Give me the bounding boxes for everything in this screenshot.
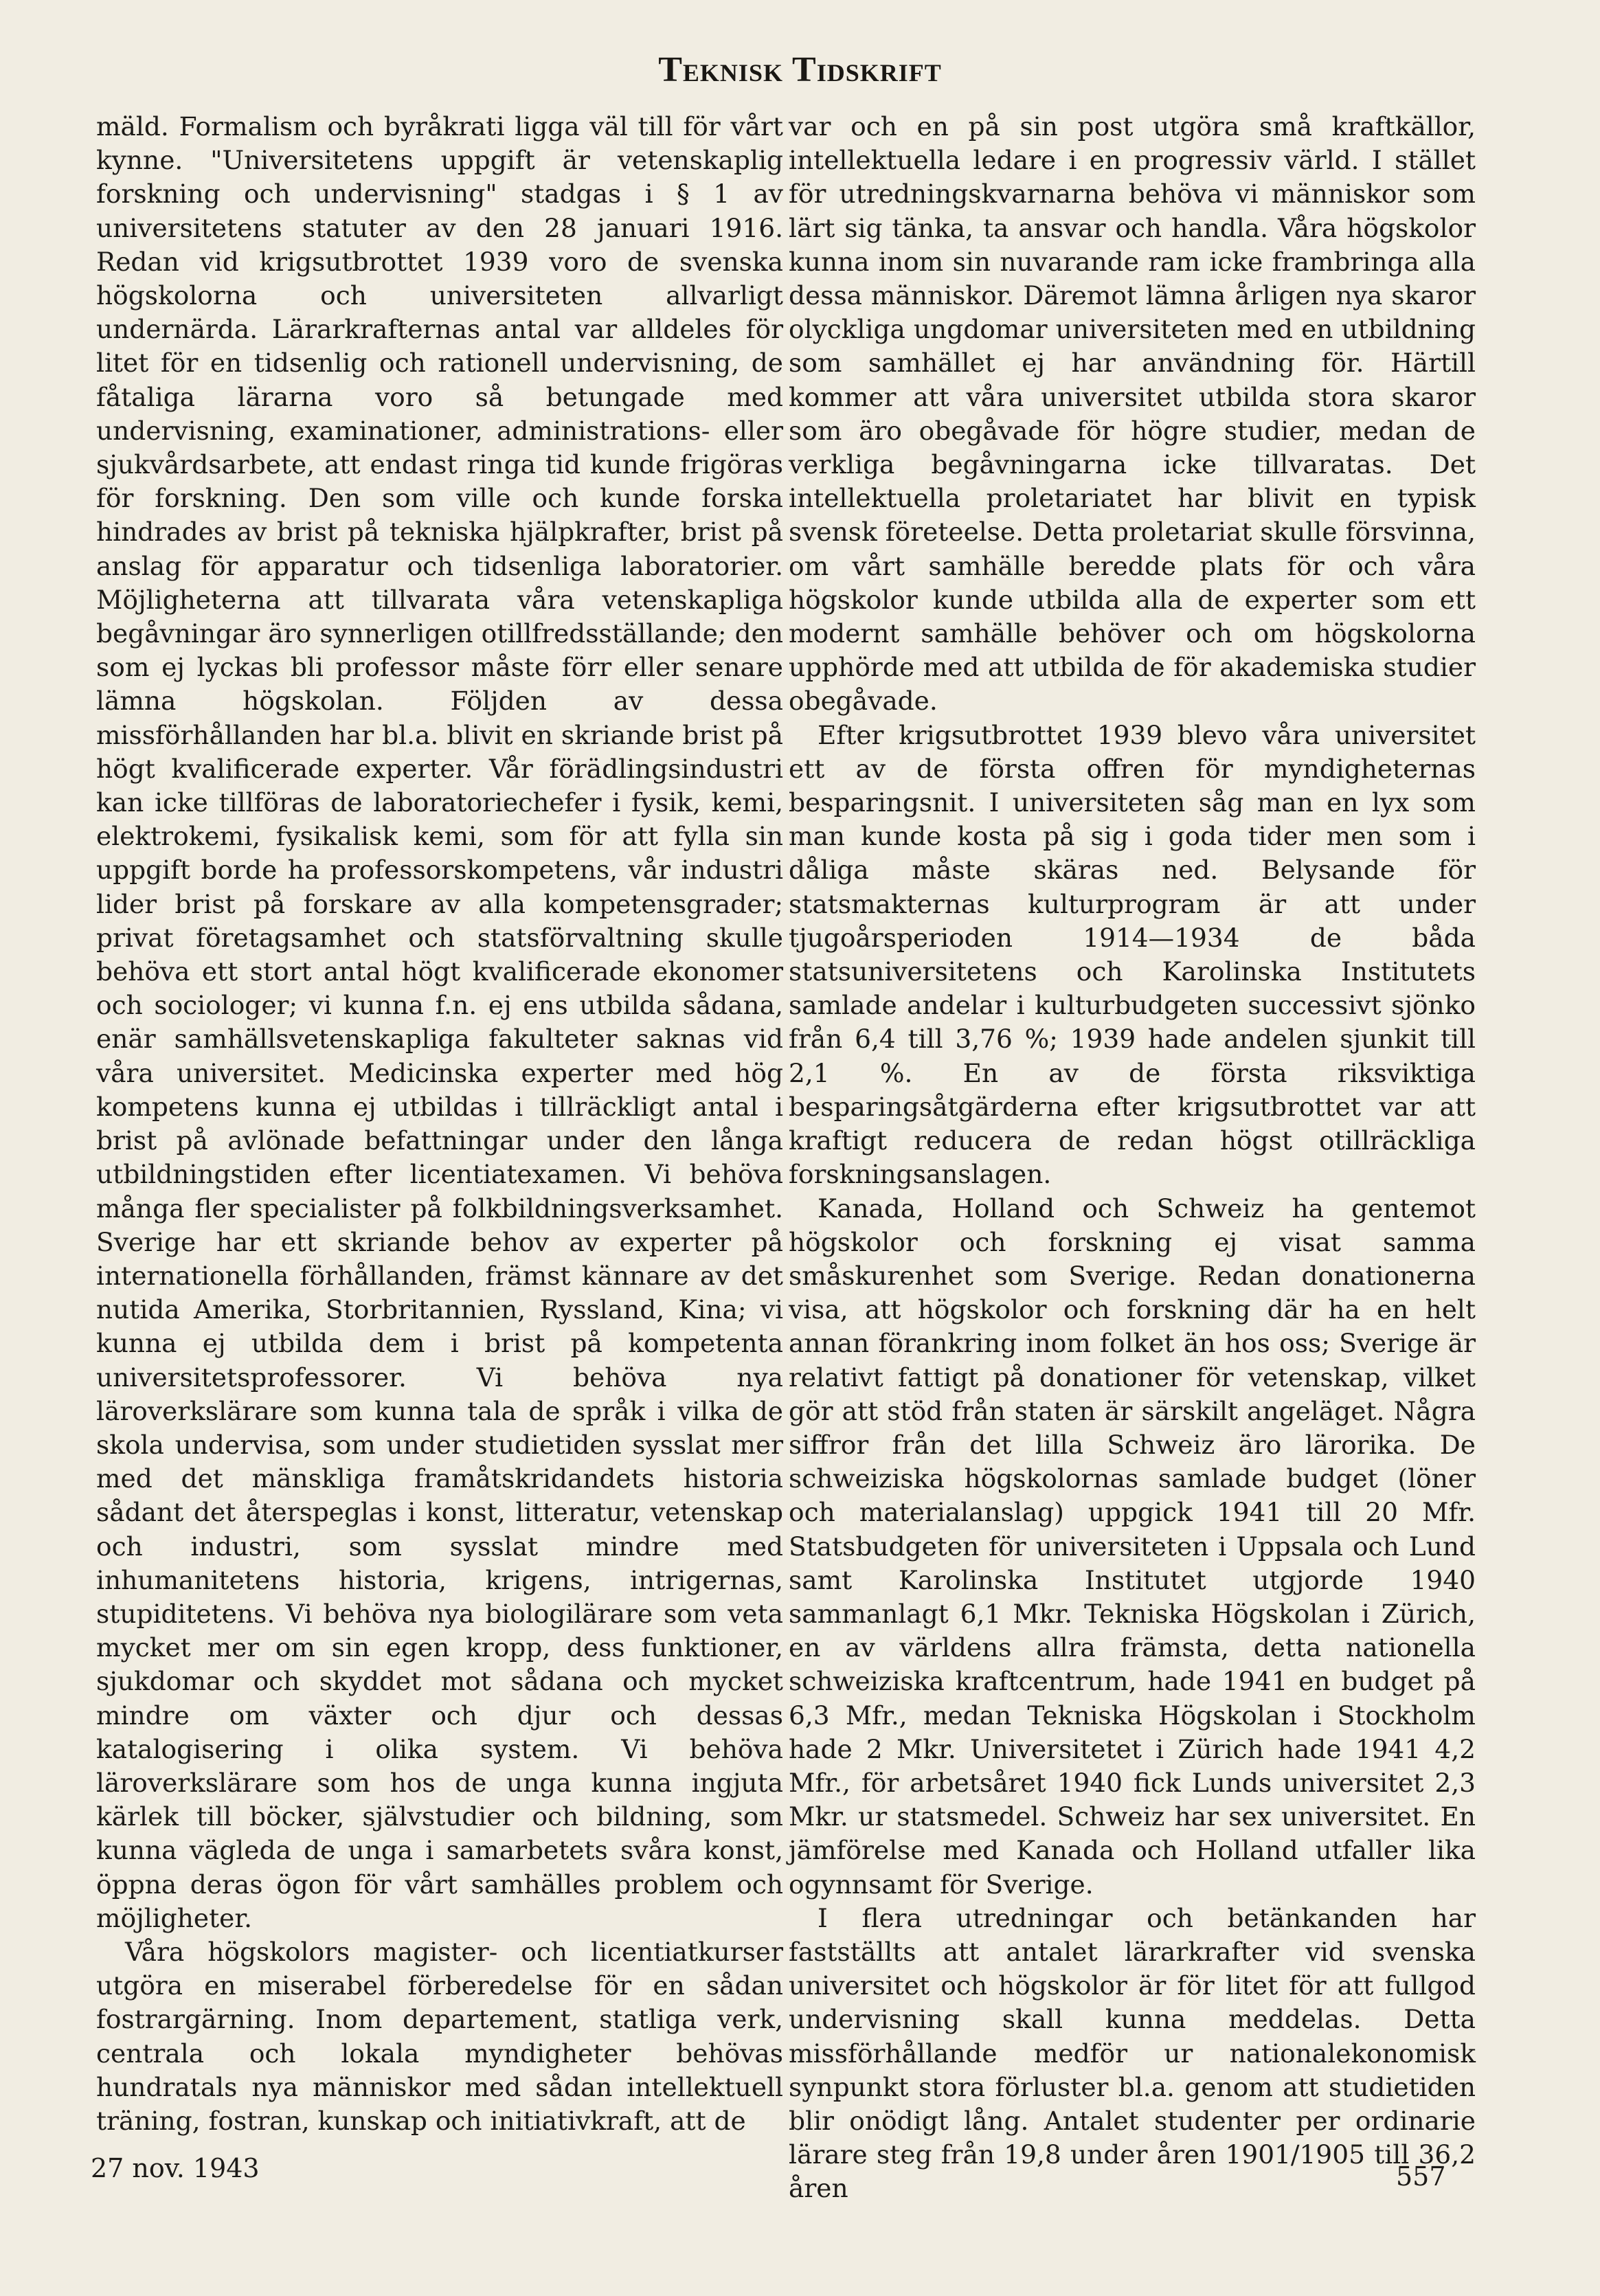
journal-masthead: Teknisk Tidskrift — [658, 50, 942, 89]
paragraph: I flera utredningar och betänkanden har fastställts att antalet lärarkrafter vid svenska universitet och högskolor är för litet för att fullgod undervisning skall kunna meddelas. Detta missförhållande medför ur nationalekonomisk synpunkt stora förluster bl.a. genom att studietiden blir onödigt lång. Antalet studenter per ordinarie lärare steg från 19,8 under åren 1901/1905 till 36,2 åren — [789, 1902, 1476, 2204]
paragraph: Kanada, Holland och Schweiz ha gentemot högskolor och forskning ej visat samma småskurenhet som Sverige. Redan donationerna visa, att högskolor och forskning där ha en helt annan förankring inom folket än hos oss; Sverige är relativt fattigt på donationer för vetenskap, vilket gör att stöd från staten är särskilt angeläget. Några siffror från det lilla Schweiz äro lärorika. De schweiziska högskolornas samlade budget (löner och materialanslag) uppgick 1941 till 20 Mfr. Statsbudgeten för universiteten i Uppsala och Lund samt Karolinska Institutet utgjorde 1940 sammanlagt 6,1 Mkr. Tekniska Högskolan i Zürich, en av världens allra främsta, detta nationella schweiziska kraftcentrum, hade 1941 en budget på 6,3 Mfr., medan Tekniska Högskolan i Stockholm hade 2 Mkr. Universitetet i Zürich hade 1941 4,2 Mfr., för arbetsåret 1940 fick Lunds universitet 2,3 Mkr. ur statsmedel. Schweiz har sex universitet. En jämförelse med Kanada och Holland utfaller lika ogynnsamt för Sverige. — [789, 1193, 1476, 1900]
paragraph: var och en på sin post utgöra små kraftkällor, intellektuella ledare i en progressiv värld. I stället för utredningskvarnarna behöva vi människor som lärt sig tänka, ta ansvar och handla. Våra högskolor kunna inom sin nuvarande ram icke frambringa alla dessa människor. Däremot lämna årligen nya skaror olyckliga ungdomar universiteten med en utbildning som samhället ej har användning för. Härtill kommer att våra universitet utbilda stora skaror som äro obegåvade för högre studier, medan de verkliga begåvningarna icke tillvaratas. Det intellektuella proletariatet har blivit en typisk svensk företeelse. Detta proletariat skulle försvinna, om vårt samhälle beredde plats för och våra högskolor kunde utbilda alla de experter som ett modernt samhälle behöver och om högskolorna upphörde med att utbilda de för akademiska studier obegåvade. — [789, 111, 1476, 717]
paragraph: Efter krigsutbrottet 1939 blevo våra universitet ett av de första offren för myndigheternas besparingsnit. I universiteten såg man en lyx som man kunde kosta på sig i goda tider men som i dåliga måste skäras ned. Belysande för statsmakternas kulturprogram är att under tjugoårsperioden 1914—1934 de båda statsuniversitetens och Karolinska Institutets samlade andelar i kulturbudgeten successivt sjönko från 6,4 till 3,76 %; 1939 hade andelen sjunkit till 2,1 %. En av de första riksviktiga besparingsåtgärderna efter krigsutbrottet var att kraftigt reducera de redan högst otillräckliga forskningsanslagen. — [789, 719, 1476, 1190]
paragraph: Våra högskolors magister- och licentiatkurser utgöra en miserabel förberedelse för en sådan fostrargärning. Inom departement, statliga verk, centrala och lokala myndigheter behövas hundratals nya människor med sådan intellektuell träning, fostran, kunskap och initiativkraft, att de — [96, 1936, 783, 2136]
left-column — [96, 110, 783, 2138]
right-column — [789, 110, 1476, 2206]
page-number: 557 — [1396, 2161, 1446, 2192]
issue-date: 27 nov. 1943 — [91, 2153, 260, 2183]
paragraph: mäld. Formalism och byråkrati ligga väl till för vårt kynne. "Universitetens uppgift är vetenskaplig forskning och undervisning" stadgas i § 1 av universitetens statuter av den 28 januari 1916. Redan vid krigsutbrottet 1939 voro de svenska högskolorna och universiteten allvarligt undernärda. Lärarkrafternas antal var alldeles för litet för en tidsenlig och rationell undervisning, de fåtaliga lärarna voro så betungade med undervisning, examinationer, administrations- eller sjukvårdsarbete, att endast ringa tid kunde frigöras för forskning. Den som ville och kunde forska hindrades av brist på tekniska hjälpkrafter, brist på anslag för apparatur och tidsenliga laboratorier. Möjligheterna att tillvarata våra vetenskapliga begåvningar äro synnerligen otillfredsställande; den som ej lyckas bli professor måste förr eller senare lämna högskolan. Följden av dessa missförhållanden har bl.a. blivit en skriande brist på högt kvalificerade experter. Vår förädlingsindustri kan icke tillföras de laboratoriechefer i fysik, kemi, elektrokemi, fysikalisk kemi, som för att fylla sin uppgift borde ha professorskompetens, vår industri lider brist på forskare av alla kompetensgrader; privat företagsamhet och statsförvaltning skulle behöva ett stort antal högt kvalificerade ekonomer och sociologer; vi kunna f.n. ej ens utbilda sådana, enär samhällsvetenskapliga fakulteter saknas vid våra universitet. Medicinska experter med hög kompetens kunna ej utbildas i tillräckligt antal i brist på avlönade befattningar under den långa utbildningstiden efter licentiatexamen. Vi behöva många fler specialister på folkbildningsverksamhet. Sverige har ett skriande behov av experter på internationella förhållanden, främst kännare av det nutida Amerika, Storbritannien, Ryssland, Kina; vi kunna ej utbilda dem i brist på kompetenta universitetsprofessorer. Vi behöva nya läroverkslärare som kunna tala de språk i vilka de skola undervisa, som under studietiden sysslat mer med det mänskliga framåtskridandets historia sådant det återspeglas i konst, litteratur, vetenskap och industri, som sysslat mindre med inhumanitetens historia, krigens, intrigernas, stupiditetens. Vi behöva nya biologilärare som veta mycket mer om sin egen kropp, dess funktioner, sjukdomar och skyddet mot sådana och mycket mindre om växter och djur och dessas katalogisering i olika system. Vi behöva läroverkslärare som hos de unga kunna ingjuta kärlek till böcker, självstudier och bildning, som kunna vägleda de unga i samarbetets svåra konst, öppna deras ögon för vårt samhälles problem och möjligheter. — [96, 111, 783, 1933]
